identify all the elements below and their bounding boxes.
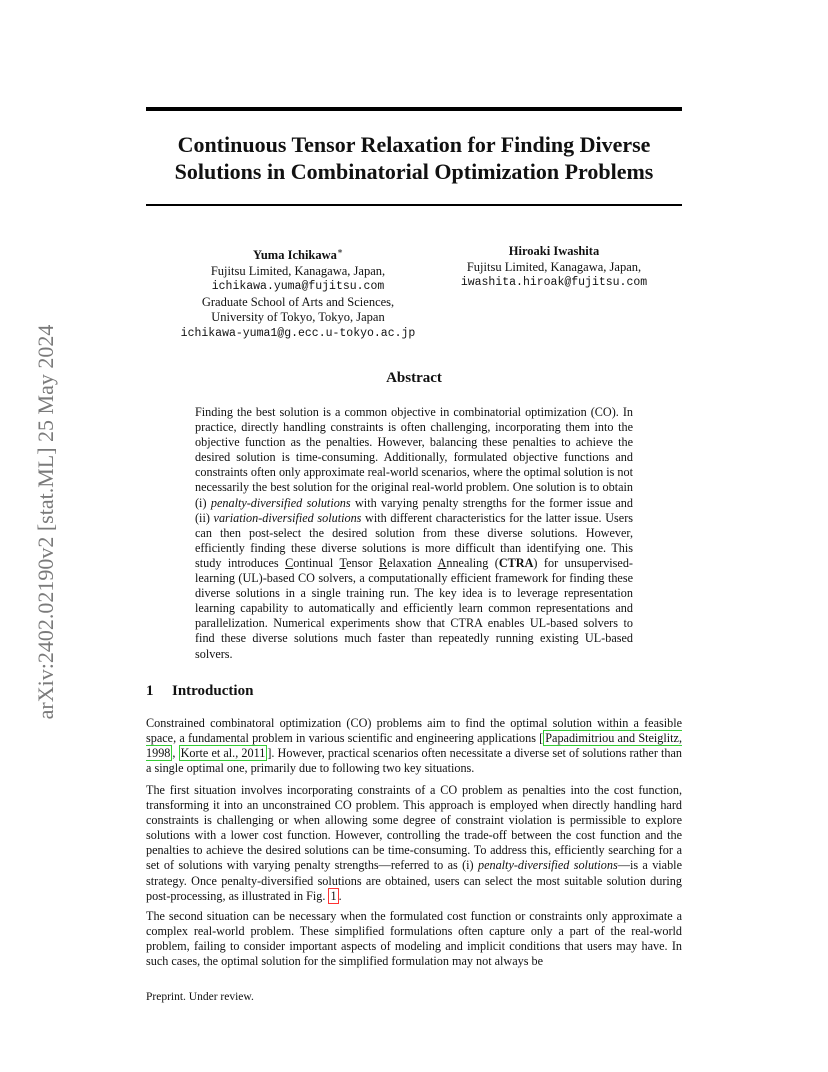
citation-papadimitriou[interactable]: Papadimitriou and Steiglitz, 1998 xyxy=(146,731,682,761)
title-top-rule xyxy=(146,107,682,111)
author-1-email-2: ichikawa-yuma1@g.ecc.u-tokyo.ac.jp xyxy=(180,326,416,340)
author-1-footnote-mark: ∗ xyxy=(336,246,344,256)
title-bottom-rule xyxy=(146,204,682,206)
author-2-email-1: iwashita.hiroak@fujitsu.com xyxy=(460,276,648,289)
title-line-2: Solutions in Combinatorial Optimization Problems xyxy=(174,159,654,184)
intro-paragraph-1: Constrained combinatoral optimization (CO) problems aim to find the optimal solution within a feasible space, a fundamental problem in various scientific and engineering applications [ Papadimitriou and Steiglitz, 1998 , Korte et al., 2011 ]. However, practical scenarios often necessitate a diverse set of solutions rather than a single optimal one, primarily due to following two key situations. xyxy=(146,716,683,776)
paper-title xyxy=(146,131,682,185)
author-1-affiliation-3: University of Tokyo, Tokyo, Japan xyxy=(211,310,385,325)
arxiv-sidebar xyxy=(34,272,58,772)
section-1-number: 1 xyxy=(146,683,154,699)
section-1-heading xyxy=(146,683,253,700)
intro-emphasis: penalty-diversified solutions xyxy=(477,858,618,873)
author-1 xyxy=(170,244,426,341)
figure-1-reference[interactable]: 1 xyxy=(330,888,337,903)
ctra-acronym: CTRA xyxy=(498,555,534,570)
abstract-emphasis-1: penalty-diversified solutions xyxy=(210,495,351,510)
title-line-1: Continuous Tensor Relaxation for Finding Diverse xyxy=(177,132,651,157)
author-2 xyxy=(442,244,666,291)
author-1-email-1: ichikawa.yuma@fujitsu.com xyxy=(211,280,385,294)
citation-korte[interactable]: Korte et al., 2011 xyxy=(180,746,266,761)
author-2-name: Hiroaki Iwashita xyxy=(508,244,600,258)
author-1-name: Yuma Ichikawa xyxy=(252,248,337,263)
author-2-affiliation-1: Fujitsu Limited, Kanagawa, Japan, xyxy=(466,259,642,274)
intro-paragraph-2: The first situation involves incorporating constraints of a CO problem as penalties into the cost function, transforming it into an unconstrained CO problem. This approach is employed when directly handling hard constraints is challenging or when allowing some degree of constraint violation is permissible to explore solutions with a lower cost function. However, controlling the trade-off between the cost function and the penalties to achieve the desired solutions can be time-consuming. To address this, efficiently searching for a set of solutions with varying penalty strengths—referred to as (i) penalty-diversified solutions—is a viable strategy. Once penalty-diversified solutions are obtained, users can select the most suitable solution during post-processing, as illustrated in Fig. 1 . xyxy=(146,783,682,903)
abstract-emphasis-2: variation-diversified solutions xyxy=(213,510,362,525)
preprint-footer: Preprint. Under review. xyxy=(146,991,254,1003)
author-1-affiliation-1: Fujitsu Limited, Kanagawa, Japan, xyxy=(210,263,386,278)
section-1-title: Introduction xyxy=(172,683,254,699)
author-1-affiliation-2: Graduate School of Arts and Sciences, xyxy=(201,294,395,309)
abstract-body: Finding the best solution is a common objective in combinatorial optimization (CO). In practice, directly handling constraints is often challenging, incorporating them into the objective function as the penalties. However, balancing these penalties to achieve the desired solution is time-consuming. Additionally, formulated objective functions and constraints often only approximate real-world scenarios, where the optimal solution is not necessarily the best solution for the original real-world problem. One solution is to obtain (i) penalty-diversified solutions with varying penalty strengths for the former issue and (ii) variation-diversified solutions with different characteristics for the latter issue. Users can then post-select the desired solution from these diverse solutions. However, efficiently finding these diverse solutions is more difficult than identifying one. This study introduces Continual Tensor Relaxation Annealing (CTRA) for unsupervised-learning (UL)-based CO solvers, a computationally efficient framework for finding these diverse solutions in a single training run. The key idea is to leverage representation learning capability to automatically and efficiently learn common representations and parallelization. Numerical experiments show that CTRA enables UL-based solvers to find these diverse solutions much faster than repeatedly running existing UL-based solvers. xyxy=(195,405,633,661)
arxiv-identifier: arXiv:2402.02190v2 [stat.ML] 25 May 2024 xyxy=(33,324,58,720)
intro-paragraph-3: The second situation can be necessary when the formulated cost function or constraints only approximate a complex real-world problem. These simplified formulations often capture only a part of the real-world problem, failing to consider important aspects of modeling and implicit conditions that users may have. In such cases, the optimal solution for the simplified formulation may not always be xyxy=(146,909,682,969)
abstract-heading: Abstract xyxy=(386,370,442,386)
